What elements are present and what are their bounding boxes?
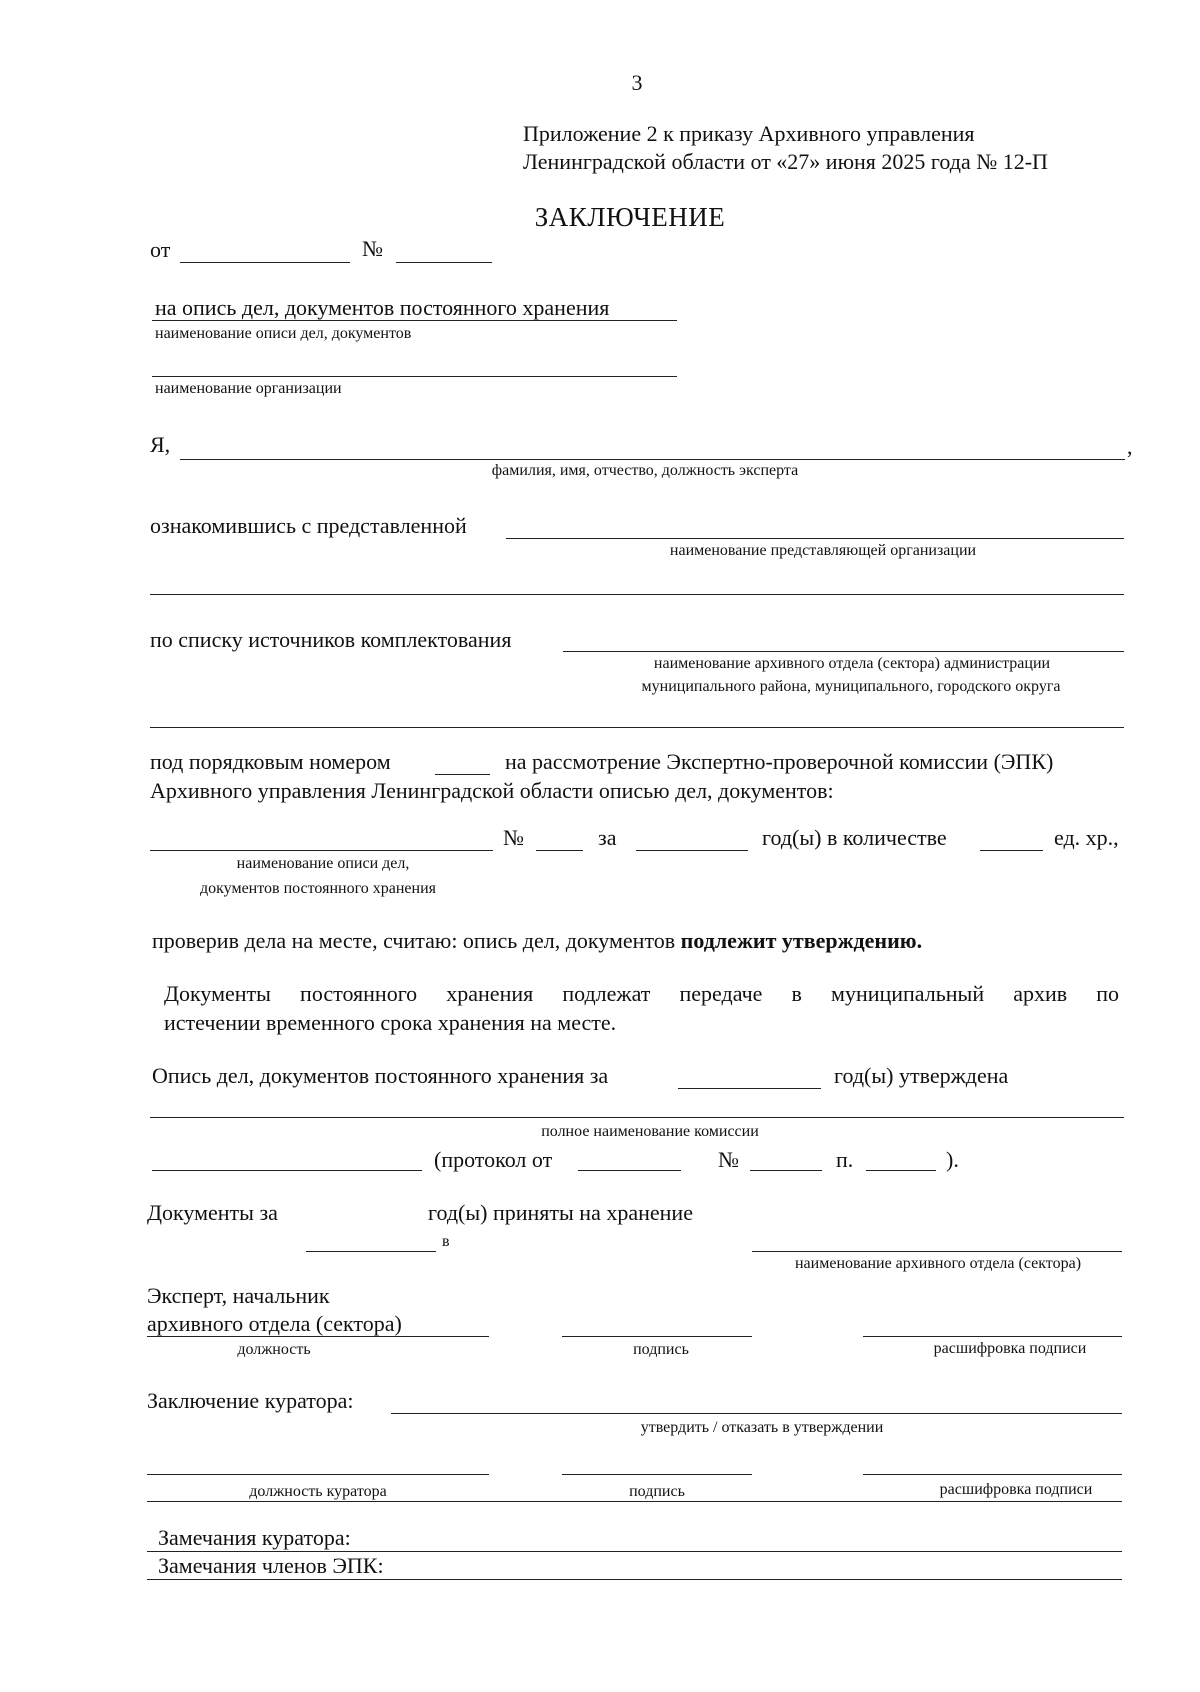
organization-line[interactable]	[152, 376, 677, 377]
expert-caption: фамилия, имя, отчество, должность эксперта	[491, 462, 799, 479]
curator-signature-decode-line[interactable]	[863, 1474, 1122, 1475]
in-label: в	[442, 1233, 450, 1250]
review-text-line-2: Архивного управления Ленинградской области описью дел, документов:	[150, 778, 834, 803]
units-label: ед. хр.,	[1054, 825, 1119, 850]
curator-remarks-line[interactable]	[147, 1551, 1122, 1552]
page-number: 3	[631, 70, 643, 95]
position-caption: должность	[237, 1341, 311, 1358]
years-count-label: год(ы) в количестве	[762, 825, 947, 850]
expert-title-line-1: Эксперт, начальник	[147, 1283, 330, 1308]
number-sign: №	[362, 236, 383, 261]
source-list-label: по списку источников комплектования	[150, 627, 512, 652]
expert-title-line-2: архивного отдела (сектора)	[147, 1311, 402, 1336]
archive-section-caption: наименование архивного отдела (сектора)	[794, 1255, 1082, 1272]
protocol-label: (протокол от	[434, 1147, 553, 1172]
commission-line-2[interactable]	[152, 1170, 422, 1171]
curator-position-line[interactable]	[147, 1474, 489, 1475]
inventory-title-line[interactable]	[150, 850, 493, 851]
position-line[interactable]	[147, 1336, 489, 1337]
curator-options-caption: утвердить / отказать в утверждении	[640, 1419, 884, 1436]
for-label: за	[598, 825, 617, 850]
checked-bold: подлежит утверждению.	[680, 928, 923, 953]
checked-text: проверив дела на месте, считаю: опись дел, документов	[152, 928, 681, 953]
protocol-number-sign: №	[718, 1147, 739, 1172]
curator-position-caption: должность куратора	[249, 1483, 387, 1500]
units-count-line[interactable]	[980, 850, 1043, 851]
curator-row-underline	[147, 1501, 1122, 1502]
item-number-line[interactable]	[866, 1170, 936, 1171]
expert-prefix: Я,	[150, 432, 171, 457]
archive-dept-line-2[interactable]	[150, 727, 1124, 728]
commission-caption: полное наименование комиссии	[541, 1123, 759, 1140]
years-line[interactable]	[636, 850, 748, 851]
protocol-date-line[interactable]	[578, 1170, 681, 1171]
presenting-org-caption: наименование представляющей организации	[669, 542, 977, 559]
epk-remarks-line[interactable]	[147, 1579, 1122, 1580]
signature-decode-line[interactable]	[863, 1336, 1122, 1337]
curator-conclusion-label: Заключение куратора:	[147, 1388, 354, 1413]
organization-caption: наименование организации	[155, 380, 342, 397]
serial-number-line[interactable]	[435, 774, 490, 775]
transfer-paragraph-line-2: истечении временного срока хранения на месте.	[164, 1010, 617, 1035]
document-title: ЗАКЛЮЧЕНИЕ	[534, 202, 726, 232]
expert-comma: ,	[1127, 434, 1133, 459]
curator-signature-line[interactable]	[562, 1474, 752, 1475]
archive-section-line[interactable]	[752, 1251, 1122, 1252]
curator-signature-caption: подпись	[629, 1483, 685, 1500]
presenting-org-line[interactable]	[506, 538, 1124, 539]
inventory-name-value: на опись дел, документов постоянного хранения	[155, 295, 610, 320]
inventory-name-caption: наименование описи дел, документов	[155, 325, 412, 342]
from-label: от	[150, 237, 171, 262]
presenting-org-line-2[interactable]	[150, 594, 1124, 595]
signature-decode-caption: расшифровка подписи	[933, 1340, 1087, 1357]
curator-remarks-label: Замечания куратора:	[158, 1525, 351, 1550]
number-field-line[interactable]	[396, 262, 492, 263]
accepted-years-line[interactable]	[306, 1251, 436, 1252]
documents-for-label: Документы за	[147, 1200, 278, 1225]
approved-prefix: Опись дел, документов постоянного хранения за	[152, 1063, 609, 1088]
header-line-2: Ленинградской области от «27» июня 2025 года № 12-П	[523, 149, 1048, 174]
item-label: п.	[836, 1147, 854, 1172]
review-text: на рассмотрение Экспертно-проверочной комиссии (ЭПК)	[505, 749, 1054, 774]
inventory-name-line[interactable]	[152, 320, 677, 321]
date-field-line[interactable]	[180, 262, 350, 263]
signature-caption: подпись	[633, 1341, 689, 1358]
inventory-caption-line-2: документов постоянного хранения	[199, 880, 437, 897]
accepted-text: год(ы) приняты на хранение	[428, 1200, 693, 1225]
inventory-caption-line-1: наименование описи дел,	[236, 855, 410, 872]
commission-line[interactable]	[150, 1117, 1124, 1118]
curator-signature-decode-caption: расшифровка подписи	[939, 1481, 1093, 1498]
epk-remarks-label: Замечания членов ЭПК:	[158, 1553, 384, 1578]
serial-number-label: под порядковым номером	[150, 749, 391, 774]
approved-years-line[interactable]	[678, 1088, 821, 1089]
archive-dept-line[interactable]	[563, 651, 1124, 652]
checked-statement	[152, 928, 922, 954]
familiarized-label: ознакомившись с представленной	[150, 513, 467, 538]
close-paren: ).	[946, 1147, 959, 1172]
transfer-paragraph: Документы постоянного хранения подлежат передаче в муниципальный архив по	[164, 981, 1119, 1006]
signature-line[interactable]	[562, 1336, 752, 1337]
expert-name-line[interactable]	[180, 459, 1125, 460]
archive-dept-caption-line-2: муниципального района, муниципального, городского округа	[641, 678, 1061, 695]
archive-dept-caption-line-1: наименование архивного отдела (сектора) администрации	[653, 655, 1051, 672]
header-line-1: Приложение 2 к приказу Архивного управления	[523, 121, 975, 146]
inventory-number-sign: №	[503, 825, 524, 850]
inventory-number-line[interactable]	[536, 850, 583, 851]
approved-suffix: год(ы) утверждена	[834, 1063, 1009, 1088]
protocol-number-line[interactable]	[750, 1170, 822, 1171]
curator-conclusion-line[interactable]	[391, 1413, 1122, 1414]
